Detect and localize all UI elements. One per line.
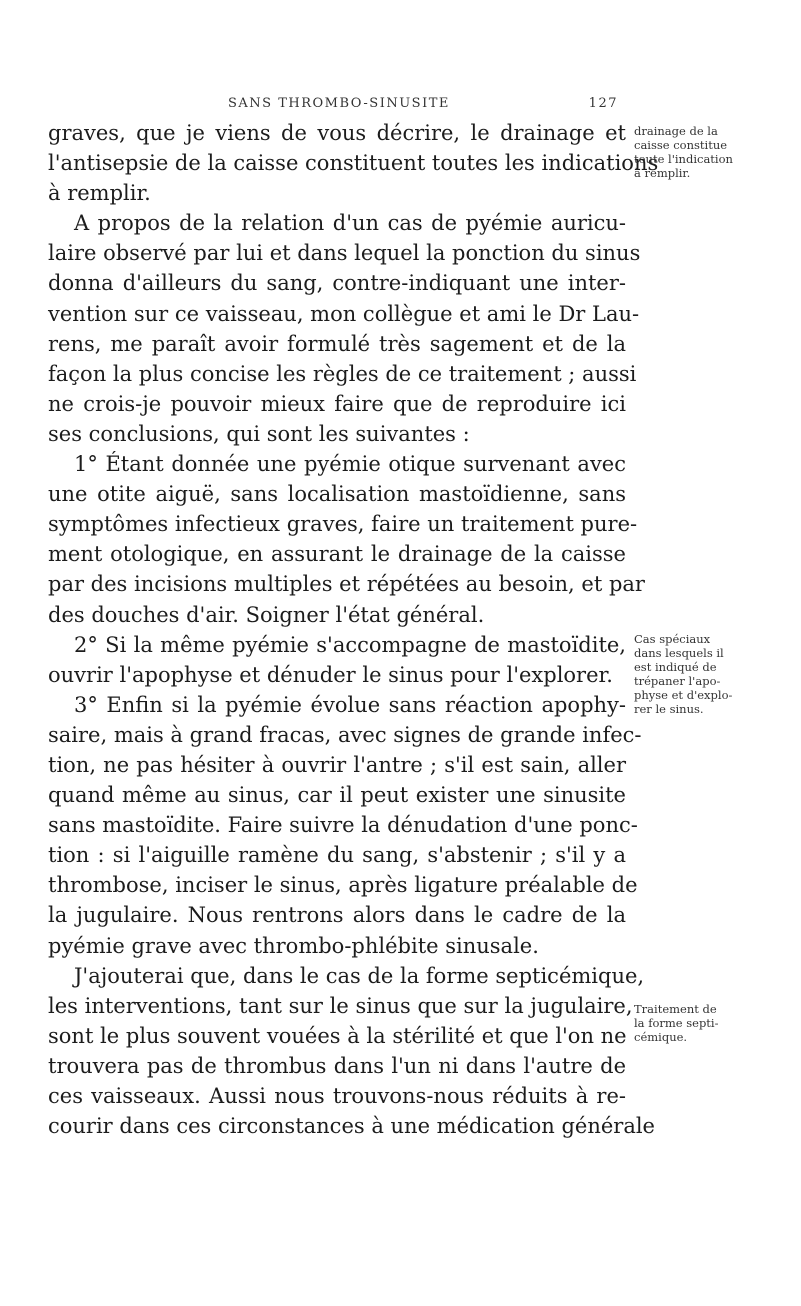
margin-note-line: cémique. xyxy=(634,1030,688,1044)
text-line: à remplir. xyxy=(48,181,151,206)
main-text xyxy=(48,118,659,1141)
margin-note-line: à remplir. xyxy=(634,166,691,180)
text-line: trouvera pas de thrombus dans l'un ni dans l'autre de xyxy=(48,1053,626,1078)
margin-note-line: physe et d'explo- xyxy=(634,688,733,702)
text-line: sont le plus souvent vouées à la stérilité et que l'on ne xyxy=(48,1023,627,1048)
text-line: l'antisepsie de la caisse constituent toutes les indications xyxy=(48,151,659,176)
margin-note-line: Cas spéciaux xyxy=(634,632,711,646)
text-line: vention sur ce vaisseau, mon collègue et ami le Dr Lau- xyxy=(48,301,640,326)
margin-note-special-cases xyxy=(634,632,732,716)
margin-note-line: Traitement de xyxy=(634,1002,717,1016)
text-line: symptômes infectieux graves, faire un traitement pure- xyxy=(48,512,638,537)
text-line: courir dans ces circonstances à une médication générale xyxy=(48,1114,655,1139)
text-line: 1° Étant donnée une pyémie otique survenant avec xyxy=(74,452,626,477)
text-line: par des incisions multiples et répétées au besoin, et par xyxy=(48,572,645,597)
text-line: façon la plus concise les règles de ce traitement ; aussi xyxy=(48,361,637,386)
text-line: ouvrir l'apophyse et dénuder le sinus pour l'explorer. xyxy=(48,662,613,687)
text-line: donna d'ailleurs du sang, contre-indiquant une inter- xyxy=(48,271,626,296)
margin-note-septicemic xyxy=(634,1002,719,1044)
page-number: 127 xyxy=(588,96,618,111)
text-line: J'ajouterai que, dans le cas de la forme septicémique, xyxy=(74,963,645,988)
text-line: quand même au sinus, car il peut exister une sinusite xyxy=(48,783,626,808)
text-line: les interventions, tant sur le sinus que sur la jugulaire, xyxy=(48,993,633,1018)
text-line: ne crois-je pouvoir mieux faire que de reproduire ici xyxy=(48,391,626,416)
text-line: A propos de la relation d'un cas de pyémie auricu- xyxy=(74,211,626,236)
margin-note-drainage xyxy=(634,124,733,180)
margin-note-line: caisse constitue xyxy=(634,138,728,152)
text-line: sans mastoïdite. Faire suivre la dénudation d'une ponc- xyxy=(48,813,638,838)
text-line: thrombose, inciser le sinus, après ligature préalable de xyxy=(48,873,638,898)
margin-note-line: trépaner l'apo- xyxy=(634,674,721,688)
text-line: graves, que je viens de vous décrire, le drainage et xyxy=(48,121,626,145)
text-line: des douches d'air. Soigner l'état général. xyxy=(48,602,485,627)
text-line: rens, me paraît avoir formulé très sagement et de la xyxy=(48,331,626,356)
text-line: pyémie grave avec thrombo-phlébite sinusale. xyxy=(48,933,539,958)
text-line: ses conclusions, qui sont les suivantes : xyxy=(48,421,470,446)
margin-note-line: la forme septi- xyxy=(634,1016,719,1030)
running-header xyxy=(228,96,618,111)
text-line: saire, mais à grand fracas, avec signes de grande infec- xyxy=(48,722,642,747)
text-line: la jugulaire. Nous rentrons alors dans le cadre de la xyxy=(48,903,626,928)
text-line: ment otologique, en assurant le drainage de la caisse xyxy=(48,542,626,567)
text-line: 2° Si la même pyémie s'accompagne de mastoïdite, xyxy=(74,632,626,657)
running-title: SANS THROMBO-SINUSITE xyxy=(228,96,450,111)
margin-note-line: toute l'indication xyxy=(634,152,733,166)
margin-note-line: est indiqué de xyxy=(634,660,717,674)
text-line: 3° Enfin si la pyémie évolue sans réaction apophy- xyxy=(74,692,626,717)
text-line: une otite aiguë, sans localisation mastoïdienne, sans xyxy=(48,482,626,507)
text-line: laire observé par lui et dans lequel la ponction du sinus xyxy=(48,241,641,266)
margin-note-line: dans lesquels il xyxy=(634,646,724,660)
text-line: ces vaisseaux. Aussi nous trouvons-nous réduits à re- xyxy=(48,1084,626,1108)
text-line: tion, ne pas hésiter à ouvrir l'antre ; s'il est sain, aller xyxy=(48,752,626,777)
text-line: tion : si l'aiguille ramène du sang, s'abstenir ; s'il y a xyxy=(48,843,626,868)
margin-note-line: drainage de la xyxy=(634,124,718,138)
margin-note-line: rer le sinus. xyxy=(634,702,704,716)
